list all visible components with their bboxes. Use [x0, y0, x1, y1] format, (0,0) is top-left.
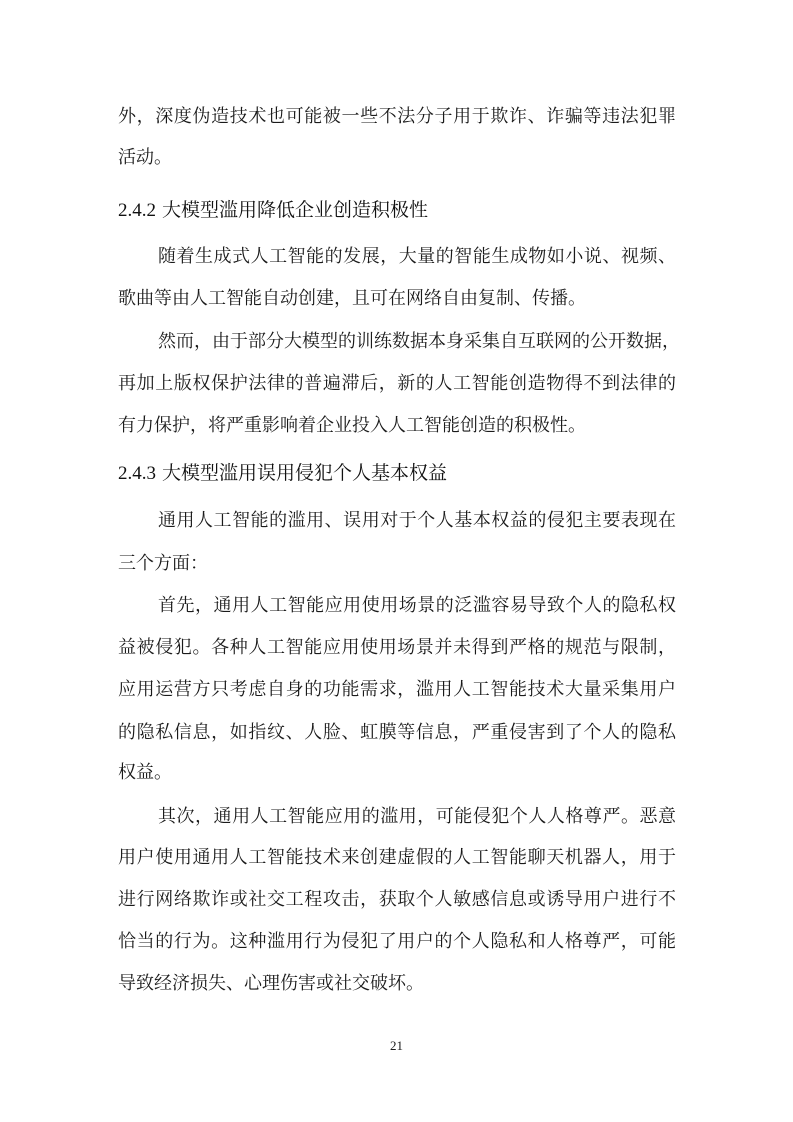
- paragraph-line: 其次，通用人工智能应用的滥用，可能侵犯个人人格尊严。恶意: [158, 806, 676, 827]
- paragraph-line: 然而，由于部分大模型的训练数据本身采集自互联网的公开数据，: [158, 331, 680, 352]
- paragraph-line: 应用运营方只考虑自身的功能需求，滥用人工智能技术大量采集用户: [118, 679, 676, 700]
- paragraph-line: 再加上版权保护法律的普遍滞后，新的人工智能创造物得不到法律的: [118, 373, 676, 394]
- paragraph-line: 恰当的行为。这种滥用行为侵犯了用户的个人隐私和人格尊严，可能: [118, 931, 676, 952]
- section-heading-2-4-2: [118, 196, 428, 224]
- paragraph-line: 首先，通用人工智能应用使用场景的泛滥容易导致个人的隐私权: [158, 595, 676, 616]
- paragraph-line: 用户使用通用人工智能技术来创建虚假的人工智能聊天机器人，用于: [118, 847, 676, 868]
- section-title: 大模型滥用降低企业创造积极性: [162, 199, 429, 221]
- paragraph-line: 通用人工智能的滥用、误用对于个人基本权益的侵犯主要表现在: [158, 510, 676, 531]
- paragraph-line: 有力保护，将严重影响着企业投入人工智能创造的积极性。: [118, 415, 586, 436]
- paragraph-line: 随着生成式人工智能的发展，大量的智能生成物如小说、视频、: [158, 246, 676, 267]
- section-heading-2-4-3: [118, 459, 447, 487]
- section-number: 2.4.3: [118, 463, 156, 484]
- paragraph-line: 活动。: [118, 147, 172, 168]
- paragraph-line: 的隐私信息，如指纹、人脸、虹膜等信息，严重侵害到了个人的隐私: [118, 722, 676, 743]
- paragraph-line: 进行网络欺诈或社交工程攻击，获取个人敏感信息或诱导用户进行不: [118, 889, 676, 910]
- paragraph-line: 歌曲等由人工智能自动创建，且可在网络自由复制、传播。: [118, 288, 586, 309]
- page-number: 21: [390, 1038, 403, 1053]
- paragraph-line: 三个方面：: [118, 553, 208, 574]
- section-title: 大模型滥用误用侵犯个人基本权益: [162, 462, 448, 484]
- paragraph-line: 权益。: [118, 762, 172, 783]
- paragraph-line: 外，深度伪造技术也可能被一些不法分子用于欺诈、诈骗等违法犯罪: [118, 106, 676, 127]
- paragraph-line: 导致经济损失、心理伤害或社交破坏。: [118, 973, 424, 994]
- section-number: 2.4.2: [118, 200, 156, 221]
- paragraph-line: 益被侵犯。各种人工智能应用使用场景并未得到严格的规范与限制，: [118, 637, 676, 658]
